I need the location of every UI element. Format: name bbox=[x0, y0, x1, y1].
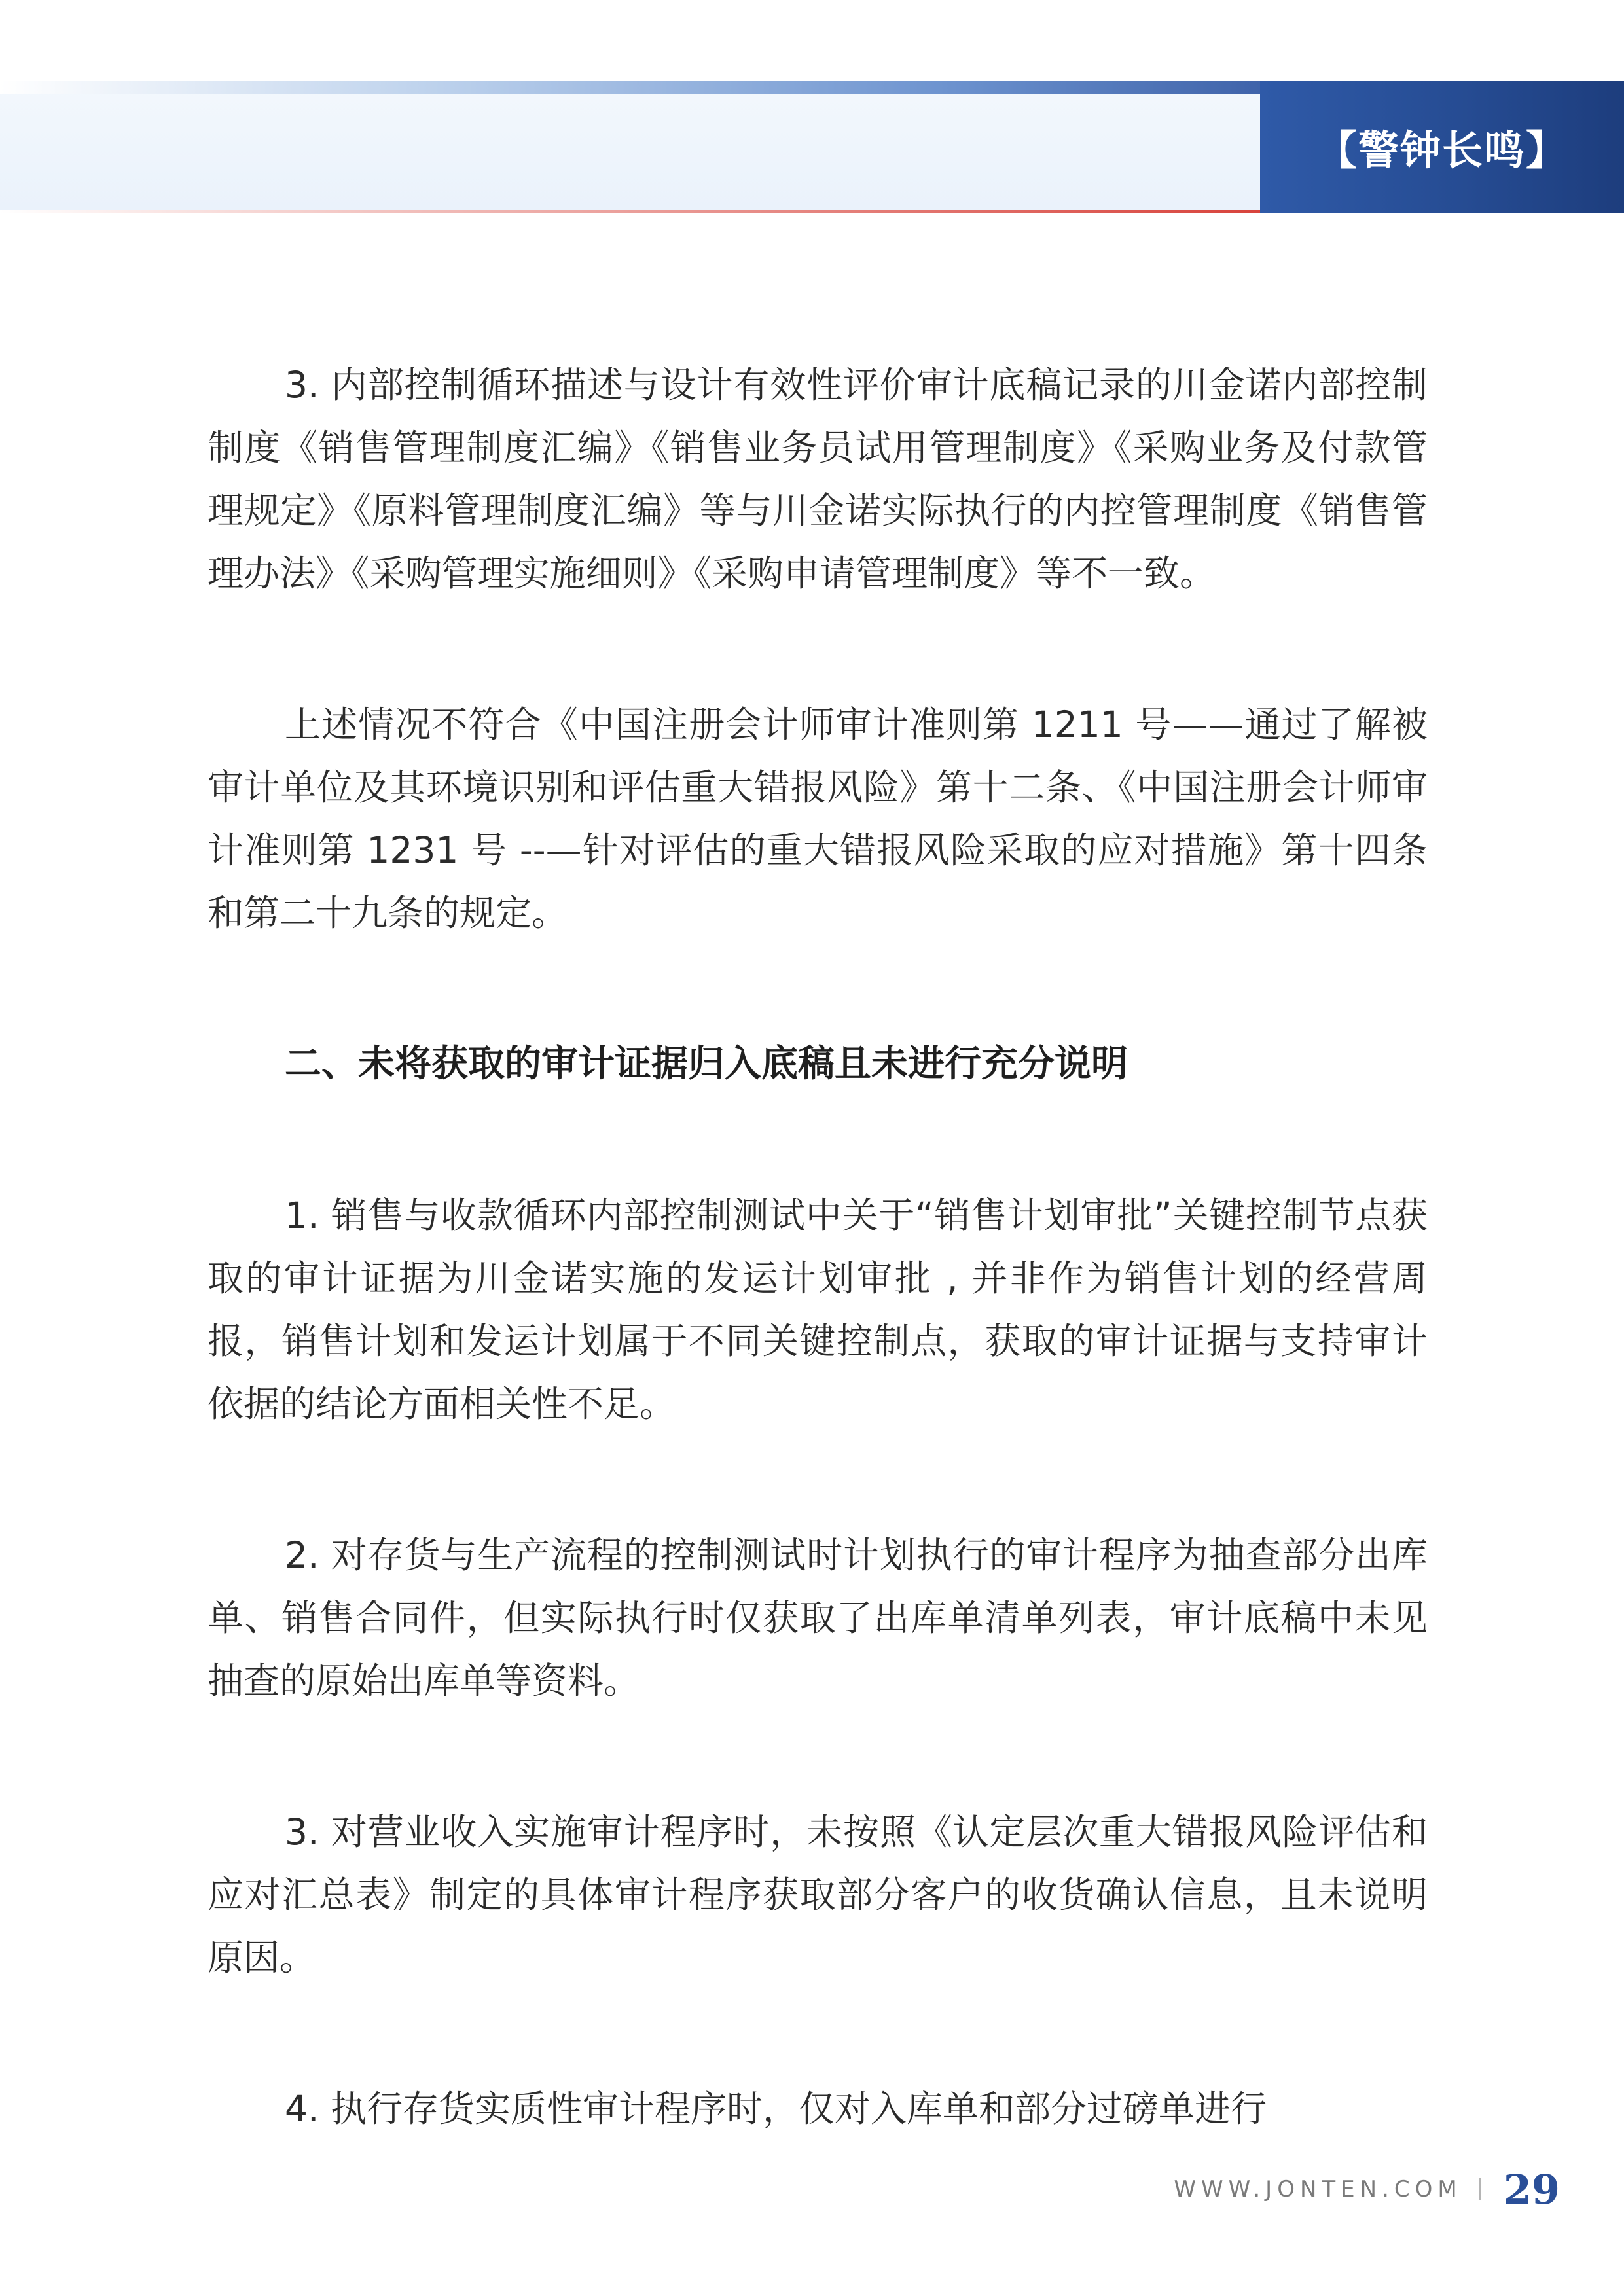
page-footer bbox=[1174, 2163, 1560, 2215]
section-heading: 二、未将获取的审计证据归入底稿且未进行充分说明 bbox=[285, 1043, 1128, 1085]
paragraph: 3. 内部控制循环描述与设计有效性评价审计底稿记录的川金诺内部控制制度《销售管理制度汇编》《销售业务员试用管理制度》《采购业务及付款管理规定》《原料管理制度汇编》等与川金诺实际执行的内控管理制度《销售管理办法》《采购管理实施细则》《采购申请管理制度》等不一致。 bbox=[208, 364, 1428, 594]
header-top-gradient-line bbox=[0, 81, 1260, 94]
header-red-rule bbox=[0, 210, 1260, 213]
footer-divider bbox=[1479, 2178, 1481, 2200]
list-item: 3. 对营业收入实施审计程序时，未按照《认定层次重大错报风险评估和应对汇总表》制定的具体审计程序获取部分客户的收货确认信息，且未说明原因。 bbox=[208, 1811, 1428, 1979]
list-item: 2. 对存货与生产流程的控制测试时计划执行的审计程序为抽查部分出库单、销售合同件，但实际执行时仅获取了出库单清单列表，审计底稿中未见抽查的原始出库单等资料。 bbox=[208, 1534, 1428, 1702]
header-band bbox=[0, 81, 1260, 211]
section-tab-label: 【警钟长鸣】 bbox=[1316, 126, 1568, 174]
list-item: 1. 销售与收款循环内部控制测试中关于“销售计划审批”关键控制节点获取的审计证据为川金诺实施的发运计划审批 , 并非作为销售计划的经营周报，销售计划和发运计划属于不同关键控制点，获取的审计证据与支持审计依据的结论方面相关性不足。 bbox=[208, 1194, 1428, 1425]
page-number: 29 bbox=[1503, 2165, 1560, 2214]
section-tab bbox=[1260, 81, 1624, 213]
paragraph: 上述情况不符合《中国注册会计师审计准则第 1211 号——通过了解被审计单位及其环境识别和评估重大错报风险》第十二条、《中国注册会计师审计准则第 1231 号 --—针对评估的重大错报风险采取的应对措施》第十四条和第二十九条的规定。 bbox=[208, 704, 1428, 934]
article-body bbox=[208, 353, 1428, 2229]
list-item: 4. 执行存货实质性审计程序时，仅对入库单和部分过磅单进行 bbox=[285, 2088, 1267, 2130]
website-url: WWW.JONTEN.COM bbox=[1174, 2176, 1462, 2202]
